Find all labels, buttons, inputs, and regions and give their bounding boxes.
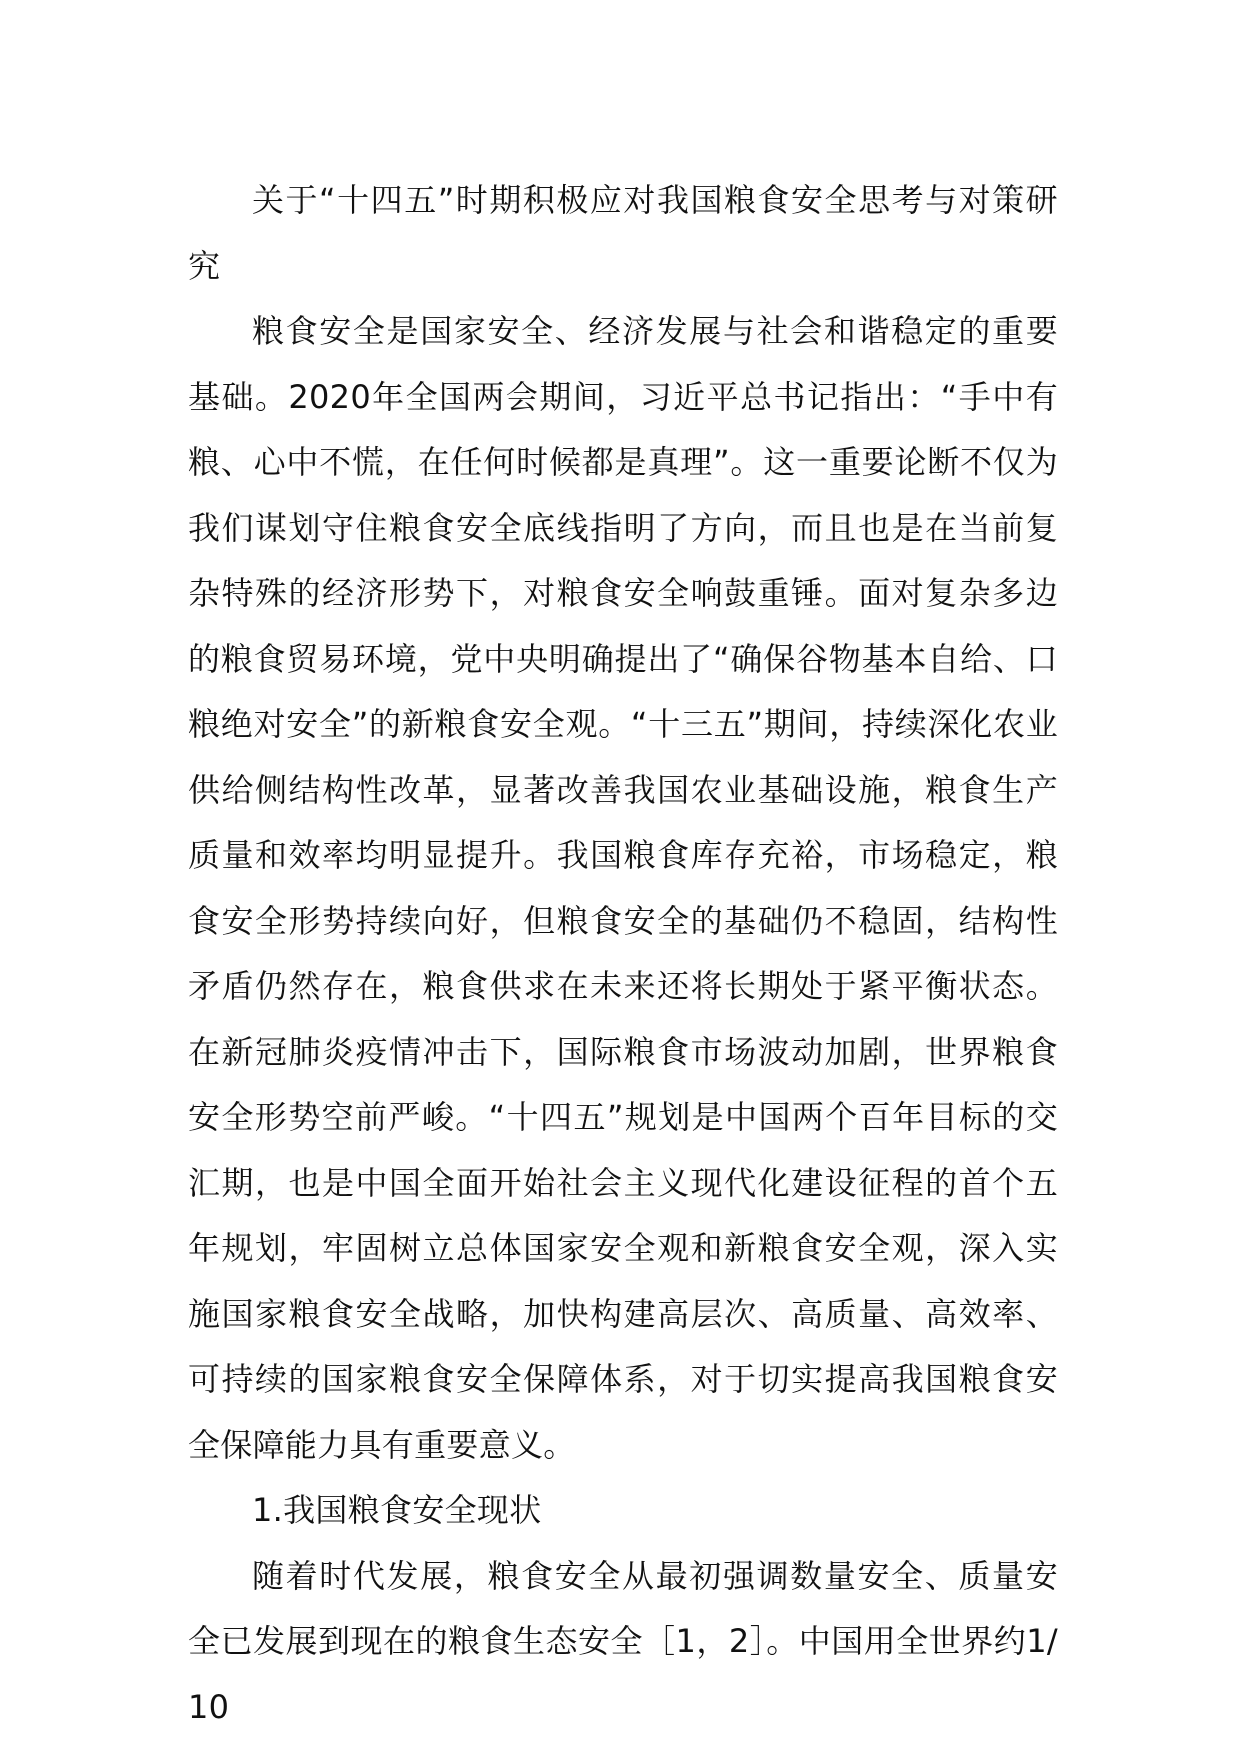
section-paragraph: 随着时代发展，粮食安全从最初强调数量安全、质量安全已发展到现在的粮食生态安全［1，2］。中国用全世界约1/10 [188, 1556, 1058, 1726]
document-body [188, 168, 1058, 1740]
section-heading: 1.我国粮食安全现状 [252, 1491, 542, 1529]
document-title: 关于“十四五”时期积极应对我国粮食安全思考与对策研究 [188, 181, 1058, 285]
body-paragraph: 粮食安全是国家安全、经济发展与社会和谐稳定的重要基础。2020年全国两会期间，习近平总书记指出：“手中有粮、心中不慌，在任何时候都是真理”。这一重要论断不仅为我们谋划守住粮食安全底线指明了方向，而且也是在当前复杂特殊的经济形势下，对粮食安全响鼓重锤。面对复杂多边的粮食贸易环境，党中央明确提出了“确保谷物基本自给、口粮绝对安全”的新粮食安全观。“十三五”期间，持续深化农业供给侧结构性改革，显著改善我国农业基础设施，粮食生产质量和效率均明显提升。我国粮食库存充裕，市场稳定，粮食安全形势持续向好，但粮食安全的基础仍不稳固，结构性矛盾仍然存在，粮食供求在未来还将长期处于紧平衡状态。在新冠肺炎疫情冲击下，国际粮食市场波动加剧，世界粮食安全形势空前严峻。“十四五”规划是中国两个百年目标的交汇期，也是中国全面开始社会主义现代化建设征程的首个五年规划，牢固树立总体国家安全观和新粮食安全观，深入实施国家粮食安全战略，加快构建高层次、高质量、高效率、可持续的国家粮食安全保障体系，对于切实提高我国粮食安全保障能力具有重要意义。 [188, 312, 1058, 1464]
